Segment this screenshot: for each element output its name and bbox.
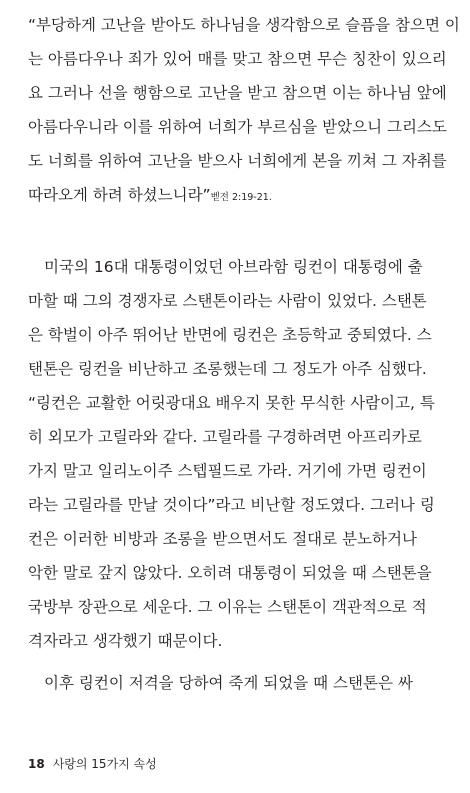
body-line: “링컨은 교활한 어릿광대요 배우지 못한 무식한 사람이고, 특 [28,394,435,412]
body-line: 라는 고릴라를 만날 것이다”라고 비난할 정도였다. 그러나 링 [28,496,435,514]
scripture-reference: 벧전 2:19-21. [210,192,272,203]
quote-text: 따라오게 하려 하셨느니라” [28,186,211,204]
quote-line: 도 너희를 위하여 고난을 받으사 너희에게 본을 끼쳐 그 자취를 [28,152,447,170]
body-line: 격자라고 생각했기 때문이다. [28,632,223,650]
body-line: 국방부 장관으로 세운다. 그 이유는 스탠톤이 객관적으로 적 [28,598,427,616]
page-footer [28,755,157,772]
body-line: 가지 말고 일리노이주 스텝필드로 가라. 거기에 가면 링컨이 [28,462,427,480]
body-line: 컨은 이러한 비방과 조롱을 받으면서도 절대로 분노하거나 [28,530,417,548]
body-line: 히 외모가 고릴라와 같다. 고릴라를 구경하려면 아프리카로 [28,428,422,446]
body-line: 악한 말로 갚지 않았다. 오히려 대통령이 되었을 때 스탠톤을 [28,564,432,582]
quote-line-last [28,184,448,209]
page-number: 18 [28,757,45,771]
quote-line: 는 아름다우나 죄가 있어 매를 맞고 참으면 무슨 칭찬이 있으리 [28,50,447,68]
body-line: 은 학벌이 아주 뛰어난 반면에 링컨은 초등학교 중퇴였다. 스 [28,326,432,344]
body-line: 마할 때 그의 경쟁자로 스탠톤이라는 사람이 있었다. 스탠톤 [28,292,427,310]
body-line: 이후 링컨이 저격을 당하여 죽게 되었을 때 스탠톤은 싸 [44,674,413,692]
quote-line: “부당하게 고난을 받아도 하나님을 생각함으로 슬픔을 참으면 이 [28,16,460,34]
body-line: 탠톤은 링컨을 비난하고 조롱했는데 그 정도가 아주 심했다. [28,360,427,378]
quote-line: 아름다우니라 이를 위하여 너희가 부르심을 받았으니 그리스도 [28,118,447,136]
quote-line: 요 그러나 선을 행함으로 고난을 받고 참으면 이는 하나님 앞에 [28,84,447,102]
body-line: 미국의 16대 대통령이었던 아브라함 링컨이 대통령에 출 [44,258,423,276]
running-title: 사랑의 15가지 속성 [52,757,157,771]
